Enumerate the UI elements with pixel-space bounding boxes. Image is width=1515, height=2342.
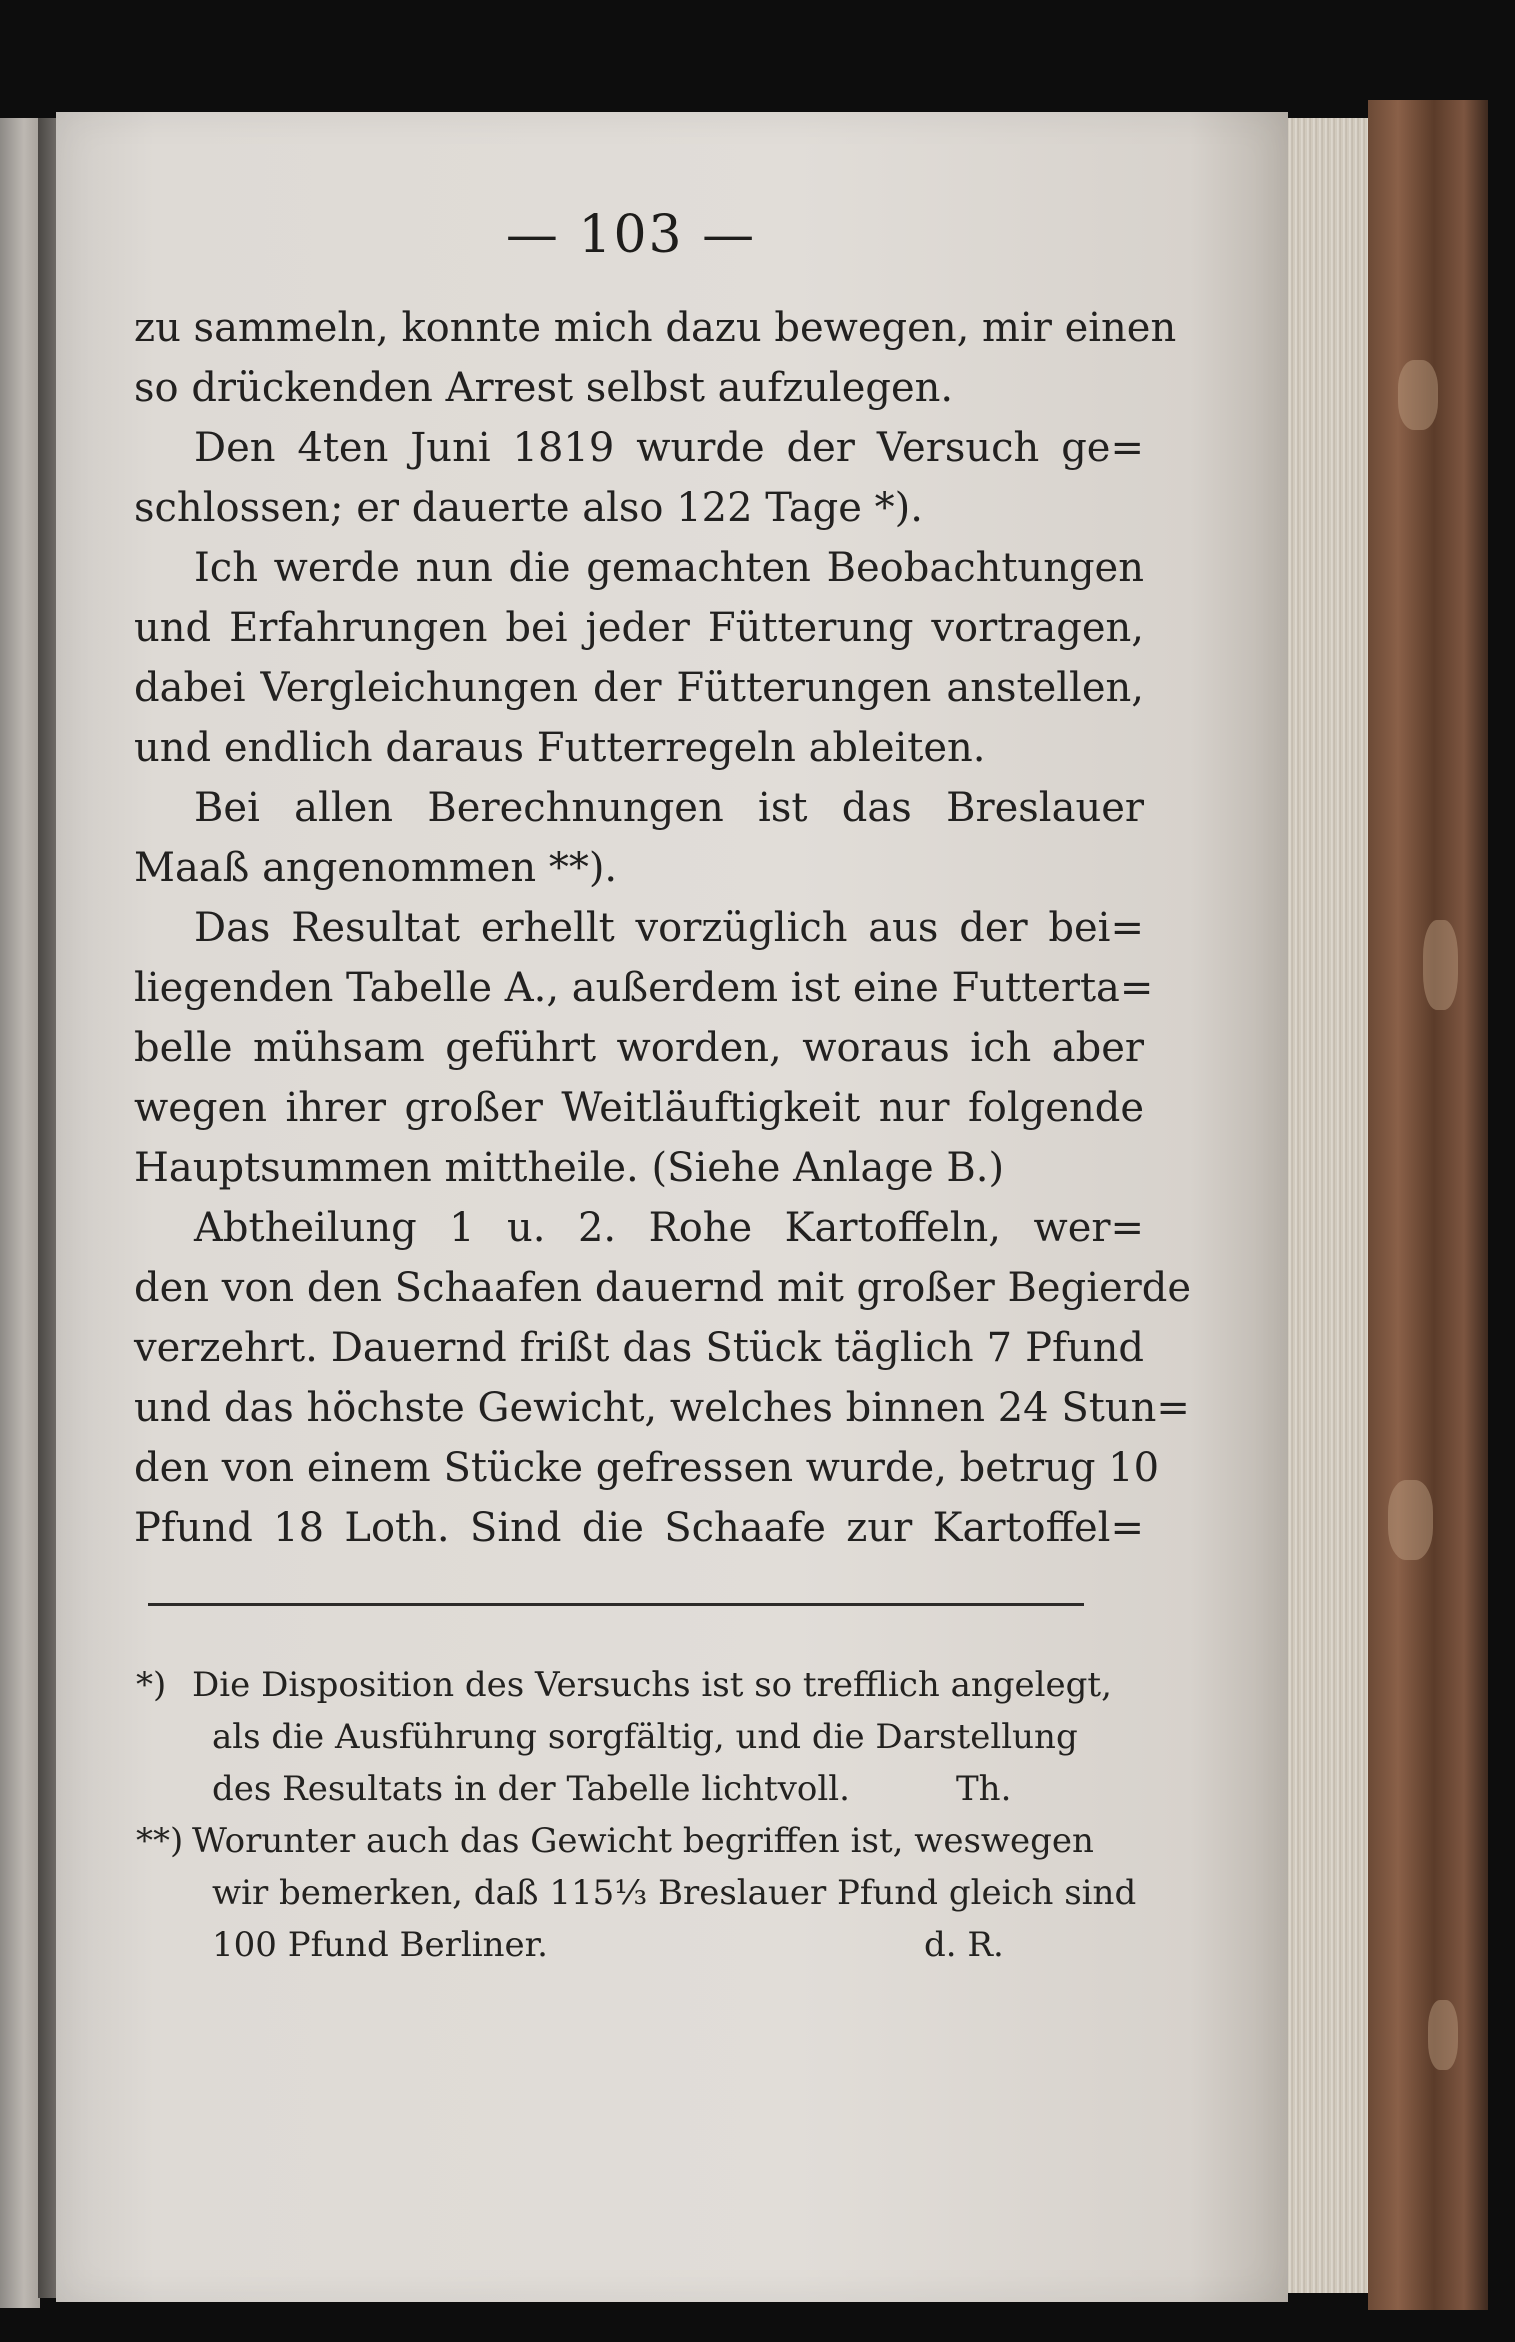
- body-line: wegen ihrer großer Weitläuftigkeit nur folgende: [134, 1085, 1144, 1131]
- body-line: den von den Schaafen dauernd mit großer Begierde: [134, 1265, 1192, 1311]
- body-line: Maaß angenommen **).: [134, 845, 618, 891]
- page-number: — 103 —: [505, 205, 757, 265]
- footnote-2-line: wir bemerken, daß 115⅓ Breslauer Pfund gleich sind: [212, 1873, 1137, 1913]
- body-line: Pfund 18 Loth. Sind die Schaafe zur Kartoffel=: [134, 1505, 1144, 1551]
- body-line: und endlich daraus Futterregeln ableiten.: [134, 725, 986, 771]
- footnote-2-signature: d. R.: [924, 1925, 1004, 1965]
- body-line: belle mühsam geführt worden, woraus ich aber: [134, 1025, 1144, 1071]
- footnote-1-line: [136, 1660, 1146, 1710]
- body-line: dabei Vergleichungen der Fütterungen anstellen,: [134, 665, 1144, 711]
- body-line: Das Resultat erhellt vorzüglich aus der bei=: [194, 905, 1144, 951]
- body-line: Ich werde nun die gemachten Beobachtungen: [194, 545, 1144, 591]
- footnote-1-text: Die Disposition des Versuchs ist so trefflich angelegt,: [192, 1665, 1112, 1705]
- body-line: verzehrt. Dauernd frißt das Stück täglich 7 Pfund: [134, 1325, 1144, 1371]
- body-line: den von einem Stücke gefressen wurde, betrug 10: [134, 1445, 1160, 1491]
- cover-wear-spot: [1423, 920, 1458, 1010]
- body-line: zu sammeln, konnte mich dazu bewegen, mir einen: [134, 305, 1177, 351]
- body-line: Abtheilung 1 u. 2. Rohe Kartoffeln, wer=: [194, 1205, 1144, 1251]
- footnote-separator: [148, 1603, 1084, 1606]
- cover-wear-spot: [1388, 1480, 1433, 1560]
- body-line: liegenden Tabelle A., außerdem ist eine Futterta=: [134, 965, 1154, 1011]
- body-line: Bei allen Berechnungen ist das Breslauer: [194, 785, 1144, 831]
- body-line: und das höchste Gewicht, welches binnen 24 Stun=: [134, 1385, 1190, 1431]
- page-text-block: [56, 0, 1288, 2342]
- footnote-2-line: 100 Pfund Berliner.: [212, 1925, 548, 1965]
- body-line: und Erfahrungen bei jeder Fütterung vortragen,: [134, 605, 1144, 651]
- footnote-2-mark: **): [136, 1821, 184, 1861]
- cover-wear-spot: [1398, 360, 1438, 430]
- footnote-1-line: des Resultats in der Tabelle lichtvoll.: [212, 1769, 850, 1809]
- previous-page-edge: [0, 118, 40, 2308]
- book-cover-edge: [1368, 100, 1488, 2310]
- footnote-1-signature: Th.: [956, 1769, 1012, 1809]
- book-gutter: [38, 118, 56, 2298]
- footnote-1-line: als die Ausführung sorgfältig, und die Darstellung: [212, 1717, 1078, 1757]
- body-line: schlossen; er dauerte also 122 Tage *).: [134, 485, 923, 531]
- body-line: Hauptsummen mittheile. (Siehe Anlage B.): [134, 1145, 1005, 1191]
- footnote-1-mark: *): [136, 1665, 167, 1705]
- cover-wear-spot: [1428, 2000, 1458, 2070]
- footnote-2-text: Worunter auch das Gewicht begriffen ist, weswegen: [192, 1821, 1094, 1861]
- footnote-2-line: [136, 1816, 1146, 1866]
- body-line: so drückenden Arrest selbst aufzulegen.: [134, 365, 954, 411]
- body-line: Den 4ten Juni 1819 wurde der Versuch ge=: [194, 425, 1144, 471]
- page-stack-edge: [1288, 118, 1368, 2293]
